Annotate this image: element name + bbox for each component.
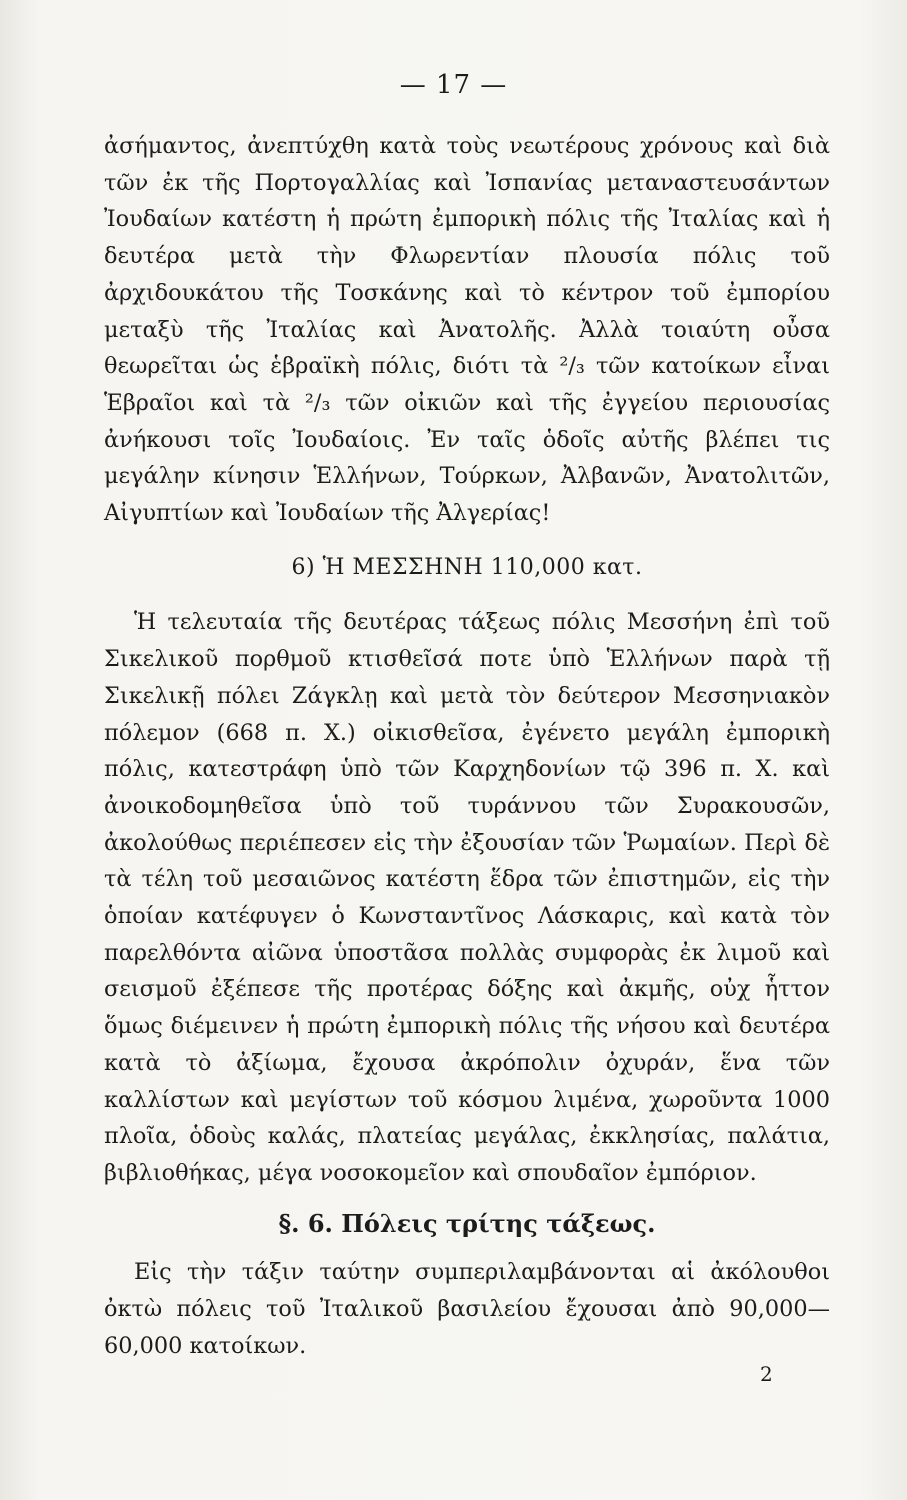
page-body [104, 128, 830, 1365]
signature-mark: 2 [760, 1362, 773, 1386]
subheading-messina: 6) Ἡ ΜΕΣΣΗΝΗ 110,000 κατ. [291, 554, 643, 580]
paragraph-third-class: Εἰς τὴν τάξιν ταύτην συμπεριλαμβάνονται αἱ ἀκόλουθοι ὀκτὼ πόλεις τοῦ Ἰταλικοῦ βασιλείου ἔχουσαι ἀπὸ 90,000—60,000 κατοίκων. [104, 1259, 830, 1359]
paragraph-messina: Ἡ τελευταία τῆς δευτέρας τάξεως πόλις Μεσσήνη ἐπὶ τοῦ Σικελικοῦ πορθμοῦ κτισθεῖσά ποτε ὑπὸ Ἑλλήνων παρὰ τῇ Σικελικῇ πόλει Ζάγκλῃ καὶ μετὰ τὸν δεύτερον Μεσσηνιακὸν πόλεμον (668 π. Χ.) οἰκισθεῖσα, ἐγένετο μεγάλη ἐμπορικὴ πόλις, κατεστράφη ὑπὸ τῶν Καρχηδονίων τῷ 396 π. Χ. καὶ ἀνοικοδομηθεῖσα ὑπὸ τοῦ τυράννου τῶν Συρακουσῶν, ἀκολούθως περιέπεσεν εἰς τὴν ἐξουσίαν τῶν Ῥωμαίων. Περὶ δὲ τὰ τέλη τοῦ μεσαιῶνος κατέστη ἕδρα τῶν ἐπιστημῶν, εἰς τὴν ὁποίαν κατέφυγεν ὁ Κωνσταντῖνος Λάσκαρις, καὶ κατὰ τὸν παρελθόντα αἰῶνα ὑποστᾶσα πολλὰς συμφορὰς ἐκ λιμοῦ καὶ σεισμοῦ ἐξέπεσε τῆς προτέρας δόξης καὶ ἀκμῆς, οὐχ ἧττον ὅμως διέμεινεν ἡ πρώτη ἐμπορικὴ πόλις τῆς νήσου καὶ δευτέρα κατὰ τὸ ἀξίωμα, ἔχουσα ἀκρόπολιν ὀχυράν, ἕνα τῶν καλλίστων καὶ μεγίστων τοῦ κόσμου λιμένα, χωροῦντα 1000 πλοῖα, ὁδοὺς καλάς, πλατείας μεγάλας, ἐκκλησίας, παλάτια, βιβλιοθήκας, μέγα νοσοκομεῖον καὶ σπουδαῖον ἐμπόριον. [104, 609, 830, 1186]
page-number: — 17 — [399, 70, 508, 100]
section-heading: §. 6. Πόλεις τρίτης τάξεως. [278, 1208, 656, 1238]
paragraph-livorno: ἀσήμαντος, ἀνεπτύχθη κατὰ τοὺς νεωτέρους χρόνους καὶ διὰ τῶν ἐκ τῆς Πορτογαλλίας καὶ Ἰσπανίας μεταναστευσάντων Ἰουδαίων κατέστη ἡ πρώτη ἐμπορικὴ πόλις τῆς Ἰταλίας καὶ ἡ δευτέρα μετὰ τὴν Φλωρεντίαν πλουσία πόλις τοῦ ἀρχιδουκάτου τῆς Τοσκάνης καὶ τὸ κέντρον τοῦ ἐμπορίου μεταξὺ τῆς Ἰταλίας καὶ Ἀνατολῆς. Ἀλλὰ τοιαύτη οὖσα θεωρεῖται ὡς ἑβραϊκὴ πόλις, διότι τὰ ²/₃ τῶν κατοίκων εἶναι Ἑβραῖοι καὶ τὰ ²/₃ τῶν οἰκιῶν καὶ τῆς ἐγγείου περιουσίας ἀνήκουσι τοῖς Ἰουδαίοις. Ἐν ταῖς ὁδοῖς αὐτῆς βλέπει τις μεγάλην κίνησιν Ἑλλήνων, Τούρκων, Ἀλβανῶν, Ἀνατολιτῶν, Αἰγυπτίων καὶ Ἰουδαίων τῆς Ἀλγερίας! [104, 133, 830, 527]
